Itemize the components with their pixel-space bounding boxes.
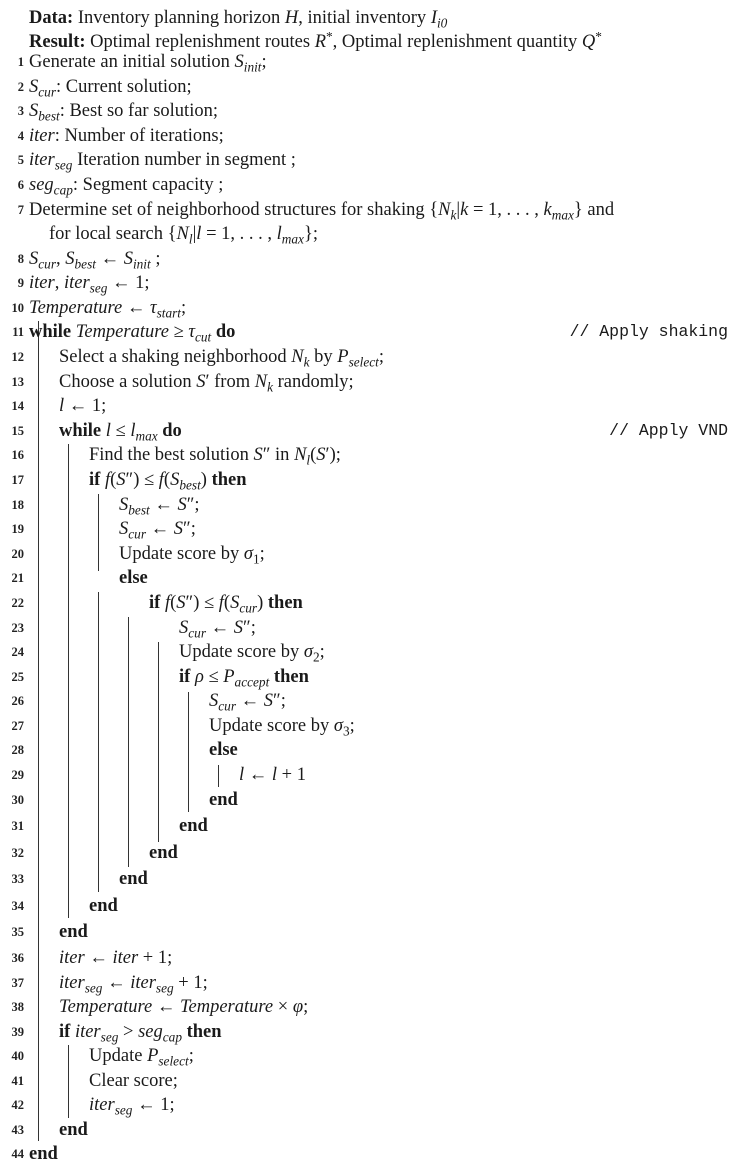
result-text: Optimal replenishment routes R*, Optimal replenishment quantity Q* xyxy=(90,29,602,52)
algorithm-line: 15 while $l \le l_{max}$ do // Apply VND xyxy=(0,419,736,443)
line-number: 3 xyxy=(17,104,24,118)
algorithm-line: 33 end xyxy=(0,867,736,891)
algorithm-line: 5 iter$_{seg}$ Iteration number in segment ; xyxy=(0,148,736,172)
algorithm-line: 17 if $f(S'') \le f(S_{best})$ then xyxy=(0,468,736,492)
algorithm-line: 31 end xyxy=(0,814,736,838)
line-number: 7 xyxy=(17,203,24,217)
algorithm-line: 21 else xyxy=(0,566,736,590)
algorithm-line: 6 seg$_{cap}$: Segment capacity ; xyxy=(0,173,736,197)
algorithm-line: 39 if iter$_{seg}$ > seg$_{cap}$ then xyxy=(0,1020,736,1044)
line-number: 25 xyxy=(11,670,24,684)
algorithm-line: 12 Select a shaking neighborhood $N_k$ by $P_{select}$; xyxy=(0,345,736,369)
algorithm-line: 30 end xyxy=(0,788,736,812)
algorithm-line: 13 Choose a solution S′ from $N_k$ randomly; xyxy=(0,370,736,394)
line-number: 2 xyxy=(17,80,24,94)
line-number: 23 xyxy=(11,621,24,635)
line-number: 39 xyxy=(11,1025,24,1039)
algorithm-line: 4 iter: Number of iterations; xyxy=(0,124,736,148)
algorithm-line: 32 end xyxy=(0,841,736,865)
line-number: 5 xyxy=(17,153,24,167)
line-number: 43 xyxy=(11,1123,24,1137)
algorithm-line: 14 l ← 1; xyxy=(0,394,736,418)
data-text: Inventory planning horizon H, initial inventory $I_{i0}$ xyxy=(77,8,448,31)
line-number: 42 xyxy=(11,1098,24,1112)
algorithm-line: 16 Find the best solution S″ in $N_l(S')$; xyxy=(0,443,736,467)
algorithm-line: 7 Determine set of neighborhood structures for shaking {$N_k|k = 1$, . . . , $k_{max}$} and xyxy=(0,198,736,222)
line-number: 1 xyxy=(17,55,24,69)
line-number: 24 xyxy=(11,645,24,659)
line-number: 18 xyxy=(11,498,24,512)
algorithm-line: 18 $S_{best}$ ← S″; xyxy=(0,493,736,517)
algorithm-line-continuation: for local search {$N_l|l = 1$, . . . , $l_{max}$}; xyxy=(49,224,318,247)
algorithm-line: 40 Update $P_{select}$; xyxy=(0,1044,736,1068)
line-number: 37 xyxy=(11,976,24,990)
line-number: 29 xyxy=(11,768,24,782)
algorithm-line: 23 $S_{cur}$ ← S″; xyxy=(0,616,736,640)
algorithm-line: 22 if $f(S'') \le f(S_{cur})$ then xyxy=(0,591,736,615)
line-number: 9 xyxy=(17,276,24,290)
line-number: 26 xyxy=(11,694,24,708)
line-number: 33 xyxy=(11,872,24,886)
algorithm-line: 35 end xyxy=(0,920,736,944)
line-number: 41 xyxy=(11,1074,24,1088)
line-number: 28 xyxy=(11,743,24,757)
algorithm-line: 34 end xyxy=(0,894,736,918)
algorithm-line: 37 iter$_{seg}$ ← iter$_{seg}$ + 1; xyxy=(0,971,736,995)
line-number: 40 xyxy=(11,1049,24,1063)
algorithm-line: 25 if $\rho \le P_{accept}$ then xyxy=(0,665,736,689)
algorithm-line: 2 $S_{cur}$: Current solution; xyxy=(0,75,736,99)
algorithm-line: 3 $S_{best}$: Best so far solution; xyxy=(0,99,736,123)
algorithm-line: 24 Update score by $\sigma_2$; xyxy=(0,640,736,664)
line-number: 19 xyxy=(11,522,24,536)
line-number: 6 xyxy=(17,178,24,192)
algorithm-line: 10 Temperature ← $\tau_{start}$; xyxy=(0,296,736,320)
comment-apply-vnd: // Apply VND xyxy=(609,421,728,440)
line-number: 31 xyxy=(11,819,24,833)
comment-apply-shaking: // Apply shaking xyxy=(569,322,728,341)
line-number: 34 xyxy=(11,899,24,913)
algorithm-line: 11 while Temperature ≥ $\tau_{cut}$ do // Apply shaking xyxy=(0,320,736,344)
line-number: 17 xyxy=(11,473,24,487)
line-number: 32 xyxy=(11,846,24,860)
algorithm-line: 1 Generate an initial solution $S_{init}$; xyxy=(0,50,736,74)
algorithm-line: 19 $S_{cur}$ ← S″; xyxy=(0,517,736,541)
line-number: 35 xyxy=(11,925,24,939)
line-number: 38 xyxy=(11,1000,24,1014)
algorithm-line: 26 $S_{cur}$ ← S″; xyxy=(0,689,736,713)
algorithm-line: 41 Clear score; xyxy=(0,1069,736,1093)
line-number: 44 xyxy=(11,1147,24,1161)
algorithm-line: 27 Update score by $\sigma_3$; xyxy=(0,714,736,738)
line-number: 36 xyxy=(11,951,24,965)
line-number: 21 xyxy=(11,571,24,585)
algorithm-line: 44 end xyxy=(0,1142,736,1166)
line-number: 14 xyxy=(11,399,24,413)
line-number: 16 xyxy=(11,448,24,462)
line-number: 30 xyxy=(11,793,24,807)
algorithm-line: 28 else xyxy=(0,738,736,762)
line-number: 10 xyxy=(11,301,24,315)
line-number: 20 xyxy=(11,547,24,561)
line-number: 27 xyxy=(11,719,24,733)
algorithm-line: 29 l ← l + 1 xyxy=(0,763,736,787)
line-number: 4 xyxy=(17,129,24,143)
line-number: 15 xyxy=(11,424,24,438)
algorithm-line: 9 iter, iter$_{seg}$ ← 1; xyxy=(0,271,736,295)
data-label: Data: xyxy=(29,8,74,28)
line-number: 11 xyxy=(12,325,24,339)
algorithm-line: 42 iter$_{seg}$ ← 1; xyxy=(0,1093,736,1117)
algorithm-line: 36 iter ← iter + 1; xyxy=(0,946,736,970)
result-label: Result: xyxy=(29,32,86,52)
line-number: 13 xyxy=(11,375,24,389)
line-number: 22 xyxy=(11,596,24,610)
algorithm-line: 38 Temperature ← Temperature × φ; xyxy=(0,995,736,1019)
line-number: 8 xyxy=(17,252,24,266)
algorithm-line: 8 $S_{cur}$, $S_{best}$ ← $S_{init}$ ; xyxy=(0,247,736,271)
algorithm-line: 20 Update score by $\sigma_1$; xyxy=(0,542,736,566)
algorithm-data xyxy=(0,6,736,30)
line-number: 12 xyxy=(11,350,24,364)
algorithm-line: 43 end xyxy=(0,1118,736,1142)
